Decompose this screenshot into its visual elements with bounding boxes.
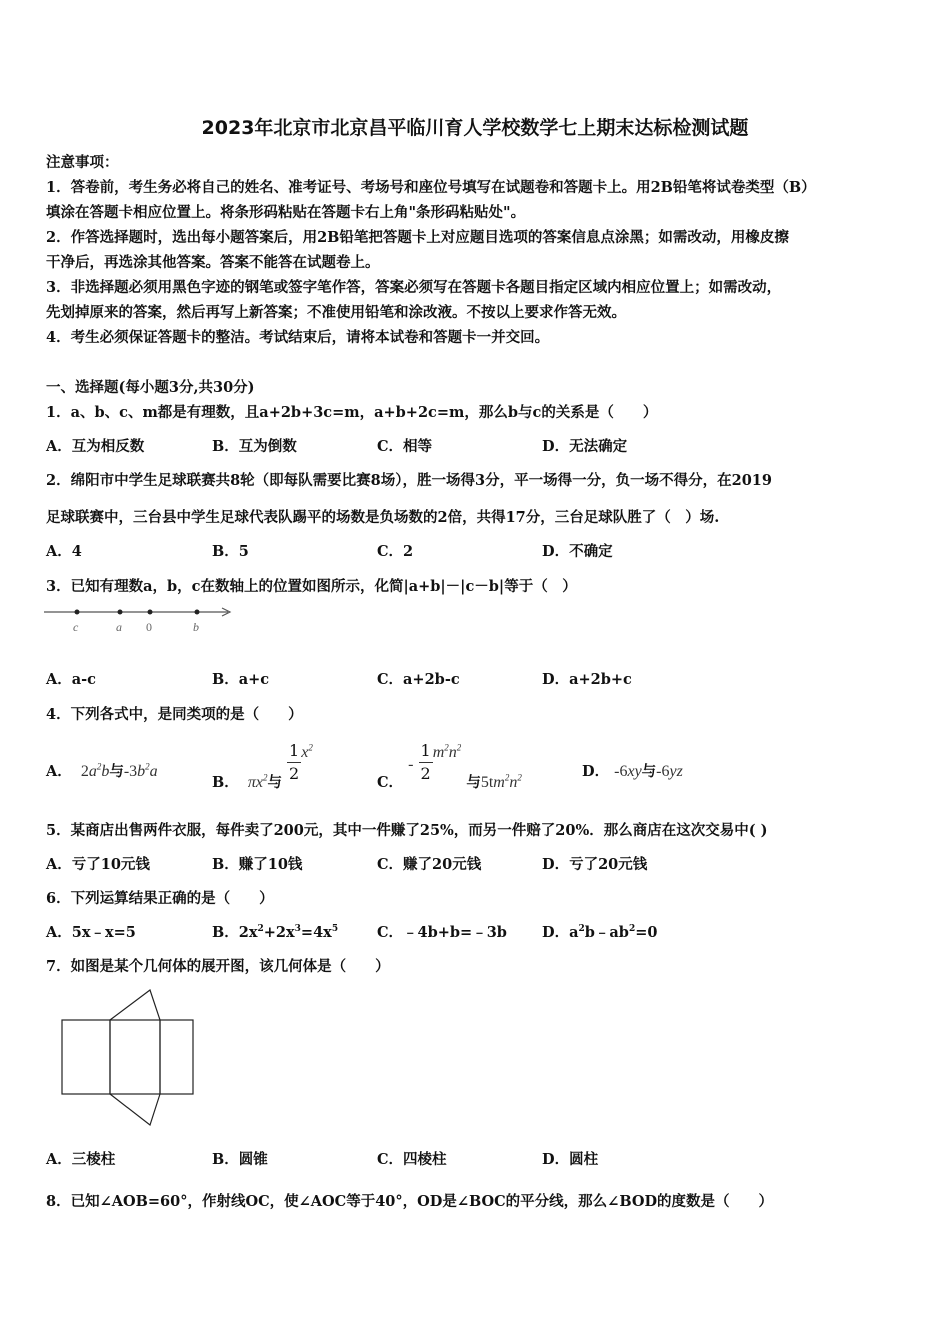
q6-option-c: C．﹣4b+b=﹣3b — [377, 924, 507, 941]
point-b — [195, 610, 200, 615]
section-heading: 一、选择题(每小题3分,共30分) — [46, 379, 255, 396]
q5-option-d: D．亏了20元钱 — [542, 856, 648, 873]
q5-option-c: C．赚了20元钱 — [377, 856, 482, 873]
label-a: a — [116, 620, 122, 634]
q1-option-b: B．互为倒数 — [212, 438, 297, 455]
point-0 — [148, 610, 153, 615]
notice-heading: 注意事项： — [46, 154, 119, 171]
q5-stem: 5．某商店出售两件衣服，每件卖了200元，其中一件赚了25%，而另一件赔了20%．那么商店在这次交易中( ) — [46, 822, 768, 839]
point-a — [118, 610, 123, 615]
notice-item-4: 4．考生必须保证答题卡的整洁。考试结束后，请将本试卷和答题卡一并交回。 — [46, 329, 550, 346]
q3-option-b: B．a+c — [212, 671, 270, 688]
q8-stem: 8．已知∠AOB=60°，作射线OC，使∠AOC等于40°，OD是∠BOC的平分线，那么∠BOD的度数是（ ） — [46, 1193, 774, 1210]
notice-item-3b: 先划掉原来的答案，然后再写上新答案；不准使用铅笔和涂改液。不按以上要求作答无效。 — [46, 304, 626, 321]
q7-option-b: B．圆锥 — [212, 1151, 268, 1168]
notice-item-3a: 3．非选择题必须用黑色字迹的钢笔或签字笔作答，答案必须写在答题卡各题目指定区域内相应位置上；如需改动， — [46, 279, 782, 296]
q6-option-d: D．$a^2b﹣ab^2=0$ — [542, 924, 658, 941]
q1-option-c: C．相等 — [377, 438, 433, 455]
prism-net-figure — [55, 985, 205, 1130]
q4-option-d: D． -6xy与-6yz — [582, 763, 683, 780]
notice-item-2b: 干净后，再选涂其他答案。答案不能答在试题卷上。 — [46, 254, 380, 271]
q2-stem-line2: 足球联赛中，三台县中学生足球代表队踢平的场数是负场数的2倍，共得17分，三台足球队胜了（ ）场. — [46, 509, 720, 526]
q4-option-b: B． $\pi x^2$与 $\frac{1}{2}$ $x^2$ — [212, 741, 313, 791]
q3-stem: 3．已知有理数a，b，c在数轴上的位置如图所示，化简|a+b|－|c－b|等于（ ） — [46, 578, 577, 595]
q7-option-a: A．三棱柱 — [46, 1151, 116, 1168]
q1-option-a: A．互为相反数 — [46, 438, 145, 455]
net-rect-middle — [110, 1020, 160, 1094]
label-c: c — [73, 620, 79, 634]
net-triangle-bottom — [110, 1094, 160, 1125]
q1-option-d: D．无法确定 — [542, 438, 628, 455]
q7-option-d: D．圆柱 — [542, 1151, 599, 1168]
q6-stem: 6．下列运算结果正确的是（ ） — [46, 890, 274, 907]
q2-option-b: B．5 — [212, 543, 249, 560]
label-0: 0 — [146, 620, 152, 634]
net-rect-left — [62, 1020, 110, 1094]
net-rect-right — [160, 1020, 193, 1094]
notice-item-2a: 2．作答选择题时，选出每小题答案后，用2B铅笔把答题卡上对应题目选项的答案信息点涂黑；如需改动，用橡皮擦 — [46, 229, 789, 246]
notice-item-1b: 填涂在答题卡相应位置上。将条形码粘贴在答题卡右上角"条形码粘贴处"。 — [46, 204, 526, 221]
q4-option-a: A． $2a^2b$与$-3b^2a$ — [46, 761, 158, 780]
q7-stem: 7．如图是某个几何体的展开图，该几何体是（ ） — [46, 958, 390, 975]
q5-option-b: B．赚了10钱 — [212, 856, 303, 873]
label-b: b — [193, 620, 199, 634]
q3-option-a: A．a-c — [46, 671, 96, 688]
q3-option-c: C．a+2b-c — [377, 671, 460, 688]
q4-option-c: C． - $\frac{1}{2}$ $m^2n^2$ 与$5tm^2n^2$ — [377, 741, 522, 791]
page-title: 2023年北京市北京昌平临川育人学校数学七上期末达标检测试题 — [201, 117, 749, 139]
number-line-figure — [40, 600, 240, 640]
q2-option-d: D．不确定 — [542, 543, 613, 560]
q4-stem: 4．下列各式中，是同类项的是（ ） — [46, 706, 303, 723]
q6-option-a: A．5x﹣x=5 — [46, 924, 136, 941]
q2-option-a: A．4 — [46, 543, 82, 560]
q3-option-d: D．a+2b+c — [542, 671, 632, 688]
q6-option-b: B．$2x^2+2x^3=4x^5$ — [212, 924, 339, 941]
q1-stem: 1．a、b、c、m都是有理数，且a+2b+3c=m，a+b+2c=m，那么b与c的关系是（ ） — [46, 404, 658, 421]
net-triangle-top — [110, 990, 160, 1020]
notice-item-1a: 1．答卷前，考生务必将自己的姓名、准考证号、考场号和座位号填写在试题卷和答题卡上。用2B铅笔将试卷类型（B） — [46, 179, 816, 196]
q7-option-c: C．四棱柱 — [377, 1151, 447, 1168]
q5-option-a: A．亏了10元钱 — [46, 856, 150, 873]
point-c — [75, 610, 80, 615]
q2-option-c: C．2 — [377, 543, 414, 560]
q2-stem-line1: 2．绵阳市中学生足球联赛共8轮（即每队需要比赛8场），胜一场得3分，平一场得一分，负一场不得分，在2019 — [46, 472, 772, 489]
